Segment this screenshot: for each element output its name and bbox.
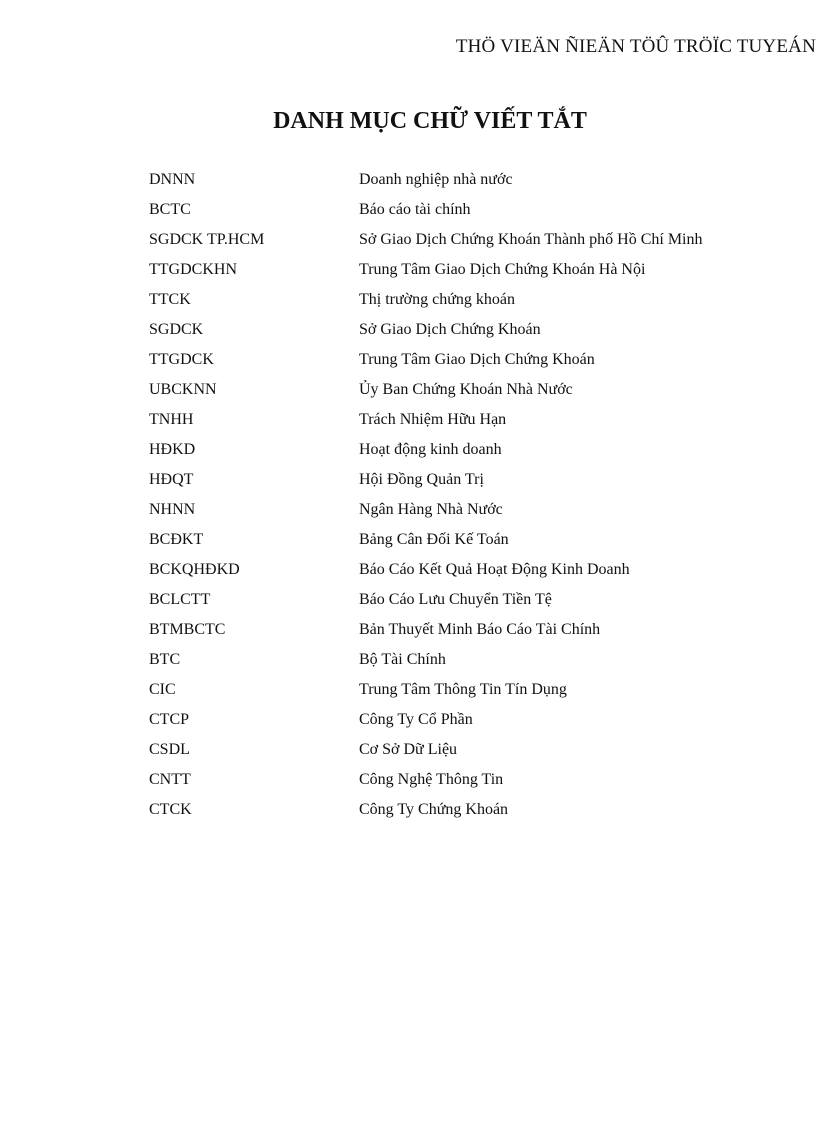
abbreviation-definition: Công Nghệ Thông Tin bbox=[359, 771, 504, 788]
abbreviation-row bbox=[149, 165, 703, 195]
abbreviation-definition: Trách Nhiệm Hữu Hạn bbox=[359, 411, 507, 428]
abbreviation-term: DNNN bbox=[149, 171, 196, 188]
abbreviation-row bbox=[149, 765, 703, 795]
abbreviation-term: BTC bbox=[149, 651, 181, 668]
abbreviation-list bbox=[149, 165, 703, 825]
abbreviation-definition: Sở Giao Dịch Chứng Khoán bbox=[359, 321, 541, 338]
abbreviation-row bbox=[149, 225, 703, 255]
abbreviation-definition: Công Ty Chứng Khoán bbox=[359, 801, 509, 818]
abbreviation-definition: Hoạt động kinh doanh bbox=[359, 441, 502, 458]
abbreviation-row bbox=[149, 435, 703, 465]
abbreviation-definition: Thị trường chứng khoán bbox=[359, 291, 515, 308]
abbreviation-term: CTCP bbox=[149, 711, 190, 728]
abbreviation-term: NHNN bbox=[149, 501, 196, 518]
abbreviation-definition: Hội Đồng Quản Trị bbox=[359, 471, 484, 488]
abbreviation-row bbox=[149, 465, 703, 495]
abbreviation-term: TTCK bbox=[149, 291, 191, 308]
abbreviation-definition: Bản Thuyết Minh Báo Cáo Tài Chính bbox=[359, 621, 601, 638]
abbreviation-row bbox=[149, 495, 703, 525]
abbreviation-row bbox=[149, 315, 703, 345]
abbreviation-term: SGDCK bbox=[149, 321, 204, 338]
abbreviation-row bbox=[149, 735, 703, 765]
abbreviation-definition: Sở Giao Dịch Chứng Khoán Thành phố Hồ Chí Minh bbox=[359, 231, 703, 248]
abbreviation-term: SGDCK TP.HCM bbox=[149, 231, 265, 248]
abbreviation-term: TNHH bbox=[149, 411, 194, 428]
abbreviation-definition: Trung Tâm Thông Tin Tín Dụng bbox=[359, 681, 567, 698]
abbreviation-row bbox=[149, 585, 703, 615]
abbreviation-definition: Báo cáo tài chính bbox=[359, 201, 471, 218]
abbreviation-definition: Báo Cáo Kết Quả Hoạt Động Kinh Doanh bbox=[359, 561, 630, 578]
abbreviation-term: UBCKNN bbox=[149, 381, 217, 398]
abbreviation-term: CTCK bbox=[149, 801, 192, 818]
abbreviation-definition: Bộ Tài Chính bbox=[359, 651, 446, 668]
abbreviation-row bbox=[149, 705, 703, 735]
abbreviation-row bbox=[149, 375, 703, 405]
abbreviation-row bbox=[149, 285, 703, 315]
abbreviation-definition: Cơ Sở Dữ Liệu bbox=[359, 741, 458, 758]
abbreviation-row bbox=[149, 345, 703, 375]
abbreviation-definition: Ủy Ban Chứng Khoán Nhà Nước bbox=[359, 381, 573, 398]
abbreviation-row bbox=[149, 795, 703, 825]
page-header: THÖ VIEÄN ÑIEÄN TÖÛ TRÖÏC TUYEÁN bbox=[455, 36, 816, 57]
abbreviation-definition: Bảng Cân Đối Kế Toán bbox=[359, 531, 509, 548]
abbreviation-term: BCLCTT bbox=[149, 591, 211, 608]
abbreviation-row bbox=[149, 675, 703, 705]
abbreviation-row bbox=[149, 645, 703, 675]
abbreviation-term: CSDL bbox=[149, 741, 190, 758]
abbreviation-definition: Doanh nghiệp nhà nước bbox=[359, 171, 513, 188]
abbreviation-definition: Công Ty Cổ Phần bbox=[359, 711, 473, 728]
abbreviation-definition: Ngân Hàng Nhà Nước bbox=[359, 501, 503, 518]
abbreviation-row bbox=[149, 195, 703, 225]
abbreviation-term: CNTT bbox=[149, 771, 191, 788]
abbreviation-term: BCTC bbox=[149, 201, 191, 218]
abbreviation-row bbox=[149, 405, 703, 435]
abbreviation-term: HĐKD bbox=[149, 441, 196, 458]
abbreviation-row bbox=[149, 525, 703, 555]
abbreviation-definition: Trung Tâm Giao Dịch Chứng Khoán bbox=[359, 351, 595, 368]
abbreviation-term: TTGDCK bbox=[149, 351, 214, 368]
abbreviation-term: TTGDCKHN bbox=[149, 261, 237, 278]
abbreviation-term: HĐQT bbox=[149, 471, 194, 488]
abbreviation-definition: Trung Tâm Giao Dịch Chứng Khoán Hà Nội bbox=[359, 261, 646, 278]
abbreviation-row bbox=[149, 615, 703, 645]
abbreviation-term: BCKQHĐKD bbox=[149, 561, 240, 578]
abbreviation-row bbox=[149, 255, 703, 285]
abbreviation-definition: Báo Cáo Lưu Chuyển Tiền Tệ bbox=[359, 591, 552, 608]
abbreviation-term: BCĐKT bbox=[149, 531, 204, 548]
page-title: DANH MỤC CHỮ VIẾT TẮT bbox=[273, 108, 587, 134]
abbreviation-row bbox=[149, 555, 703, 585]
abbreviation-term: CIC bbox=[149, 681, 176, 698]
abbreviation-term: BTMBCTC bbox=[149, 621, 226, 638]
